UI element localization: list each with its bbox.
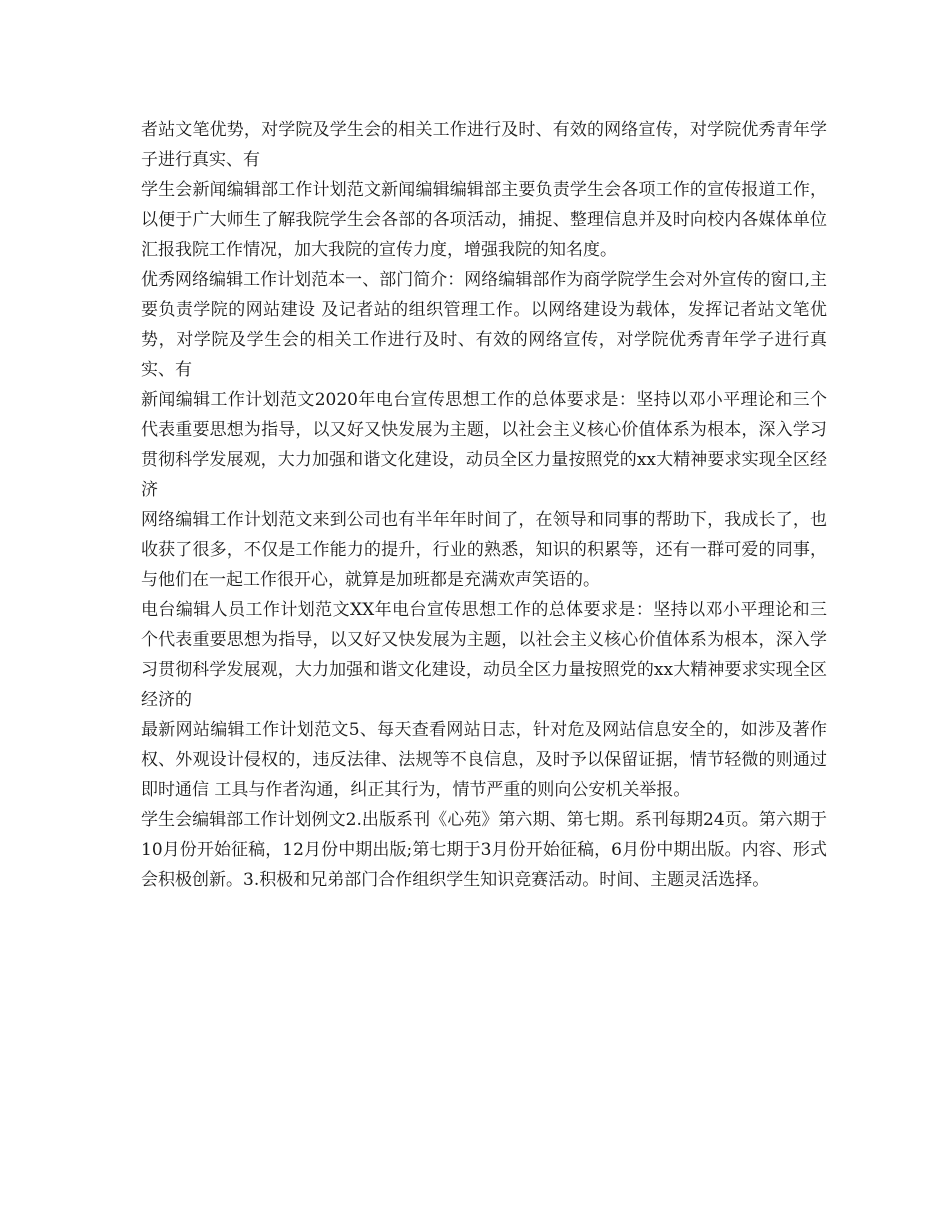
paragraph: 最新网站编辑工作计划范文5、每天查看网站日志，针对危及网站信息安全的，如涉及著作权、外观设计侵权的，违反法律、法规等不良信息，及时予以保留证据，情节轻微的则通过即时通信 工具与作者沟通，纠正其行为，情节严重的则向公安机关举报。 xyxy=(141,720,827,800)
document-body xyxy=(141,115,827,895)
paragraph: 网络编辑工作计划范文来到公司也有半年年时间了，在领导和同事的帮助下，我成长了，也收获了很多，不仅是工作能力的提升，行业的熟悉，知识的积累等，还有一群可爱的同事，与他们在一起工作很开心，就算是加班都是充满欢声笑语的。 xyxy=(141,510,827,590)
paragraph: 学生会新闻编辑部工作计划范文新闻编辑编辑部主要负责学生会各项工作的宣传报道工作，以便于广大师生了解我院学生会各部的各项活动，捕捉、整理信息并及时向校内各媒体单位汇报我院工作情况，加大我院的宣传力度，增强我院的知名度。 xyxy=(141,180,827,260)
paragraph: 学生会编辑部工作计划例文2.出版系刊《心苑》第六期、第七期。系刊每期24页。第六期于10月份开始征稿，12月份中期出版;第七期于3月份开始征稿，6月份中期出版。内容、形式会积极创新。3.积极和兄弟部门合作组织学生知识竞赛活动。时间、主题灵活选择。 xyxy=(141,810,827,890)
paragraph: 者站文笔优势，对学院及学生会的相关工作进行及时、有效的网络宣传，对学院优秀青年学子进行真实、有 xyxy=(141,120,827,170)
paragraph: 新闻编辑工作计划范文2020年电台宣传思想工作的总体要求是：坚持以邓小平理论和三个代表重要思想为指导，以又好又快发展为主题，以社会主义核心价值体系为根本，深入学习贯彻科学发展观，大力加强和谐文化建设，动员全区力量按照党的xx大精神要求实现全区经济 xyxy=(141,390,827,500)
paragraph: 电台编辑人员工作计划范文XX年电台宣传思想工作的总体要求是：坚持以邓小平理论和三个代表重要思想为指导，以又好又快发展为主题，以社会主义核心价值体系为根本，深入学习贯彻科学发展观，大力加强和谐文化建设，动员全区力量按照党的xx大精神要求实现全区经济的 xyxy=(141,600,827,710)
paragraph: 优秀网络编辑工作计划范本一、部门简介：网络编辑部作为商学院学生会对外宣传的窗口,主要负责学院的网站建设 及记者站的组织管理工作。以网络建设为载体，发挥记者站文笔优势，对学院及学生会的相关工作进行及时、有效的网络宣传，对学院优秀青年学子进行真实、有 xyxy=(141,270,827,380)
